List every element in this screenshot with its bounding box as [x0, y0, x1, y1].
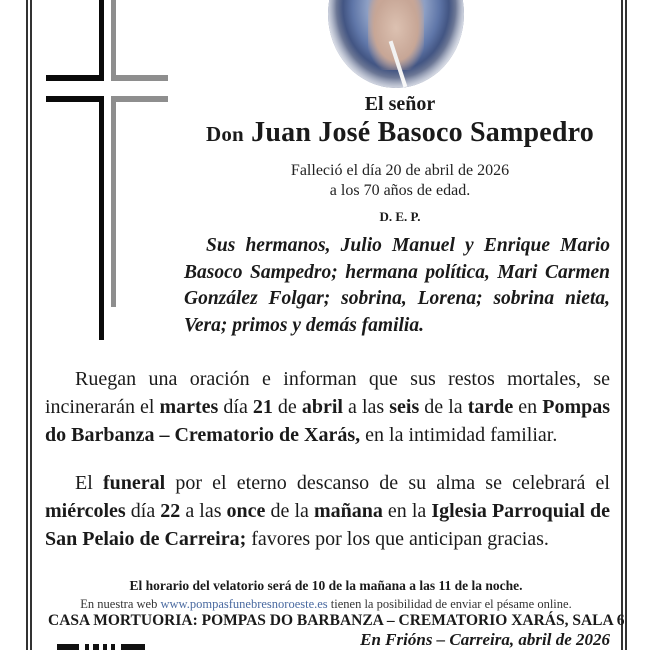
- funeral-home-label: CASA MORTUORIA:: [48, 612, 198, 629]
- funeral-paragraph: El funeral por el eterno descanso de su alma se celebrará el miércoles día 22 a las once de la mañana en la Iglesia Parroquial de San Pelaio de Carreira; favores por los que anticipan gracias.: [45, 472, 610, 550]
- family-list: Sus hermanos, Julio Manuel y Enrique Mario Basoco Sampedro; hermana política, Mari Carmen González Folgar; sobrina, Lorena; sobrina nieta, Vera; primos y demás familia.: [184, 235, 610, 336]
- deceased-name: Juan José Basoco Sampedro: [251, 117, 594, 148]
- frame-border-right-outer: [625, 0, 627, 650]
- dep-text: D. E. P.: [379, 209, 421, 224]
- qr-code-icon[interactable]: [57, 644, 145, 650]
- honorific: Don: [205, 122, 244, 146]
- condolence-web-line: En nuestra web www.pompasfunebresnoroeste.es tienen la posibilidad de enviar el pésame online.: [80, 597, 572, 611]
- deceased-name-line: [175, 117, 625, 149]
- frame-border-left-outer: [26, 0, 28, 650]
- death-info: [180, 161, 620, 201]
- cremation-paragraph: Ruegan una oración e informan que sus restos mortales, se incinerarán el martes día 21 de abril a las seis de la tarde en Pompas do Barbanza – Crematorio de Xarás, en la intimidad familiar.: [45, 368, 611, 446]
- funeral-home-line: [48, 612, 624, 630]
- website-link[interactable]: www.pompasfunebresnoroeste.es: [160, 597, 328, 611]
- funeral-home-value: POMPAS DO BARBANZA – CREMATORIO XARÁS, SALA 6: [201, 612, 625, 629]
- frame-border-right-inner: [621, 0, 623, 650]
- frame-border-left-inner: [30, 0, 32, 650]
- age: a los 70 años de edad.: [329, 182, 471, 199]
- wake-hours: El horario del velatorio será de 10 de la mañana a las 11 de la noche.: [129, 578, 523, 593]
- death-date: Falleció el día 20 de abril de 2026: [290, 162, 510, 179]
- deceased-portrait: [328, 0, 464, 88]
- title-senor: El señor: [364, 93, 436, 115]
- place-date: En Frións – Carreira, abril de 2026: [360, 630, 610, 649]
